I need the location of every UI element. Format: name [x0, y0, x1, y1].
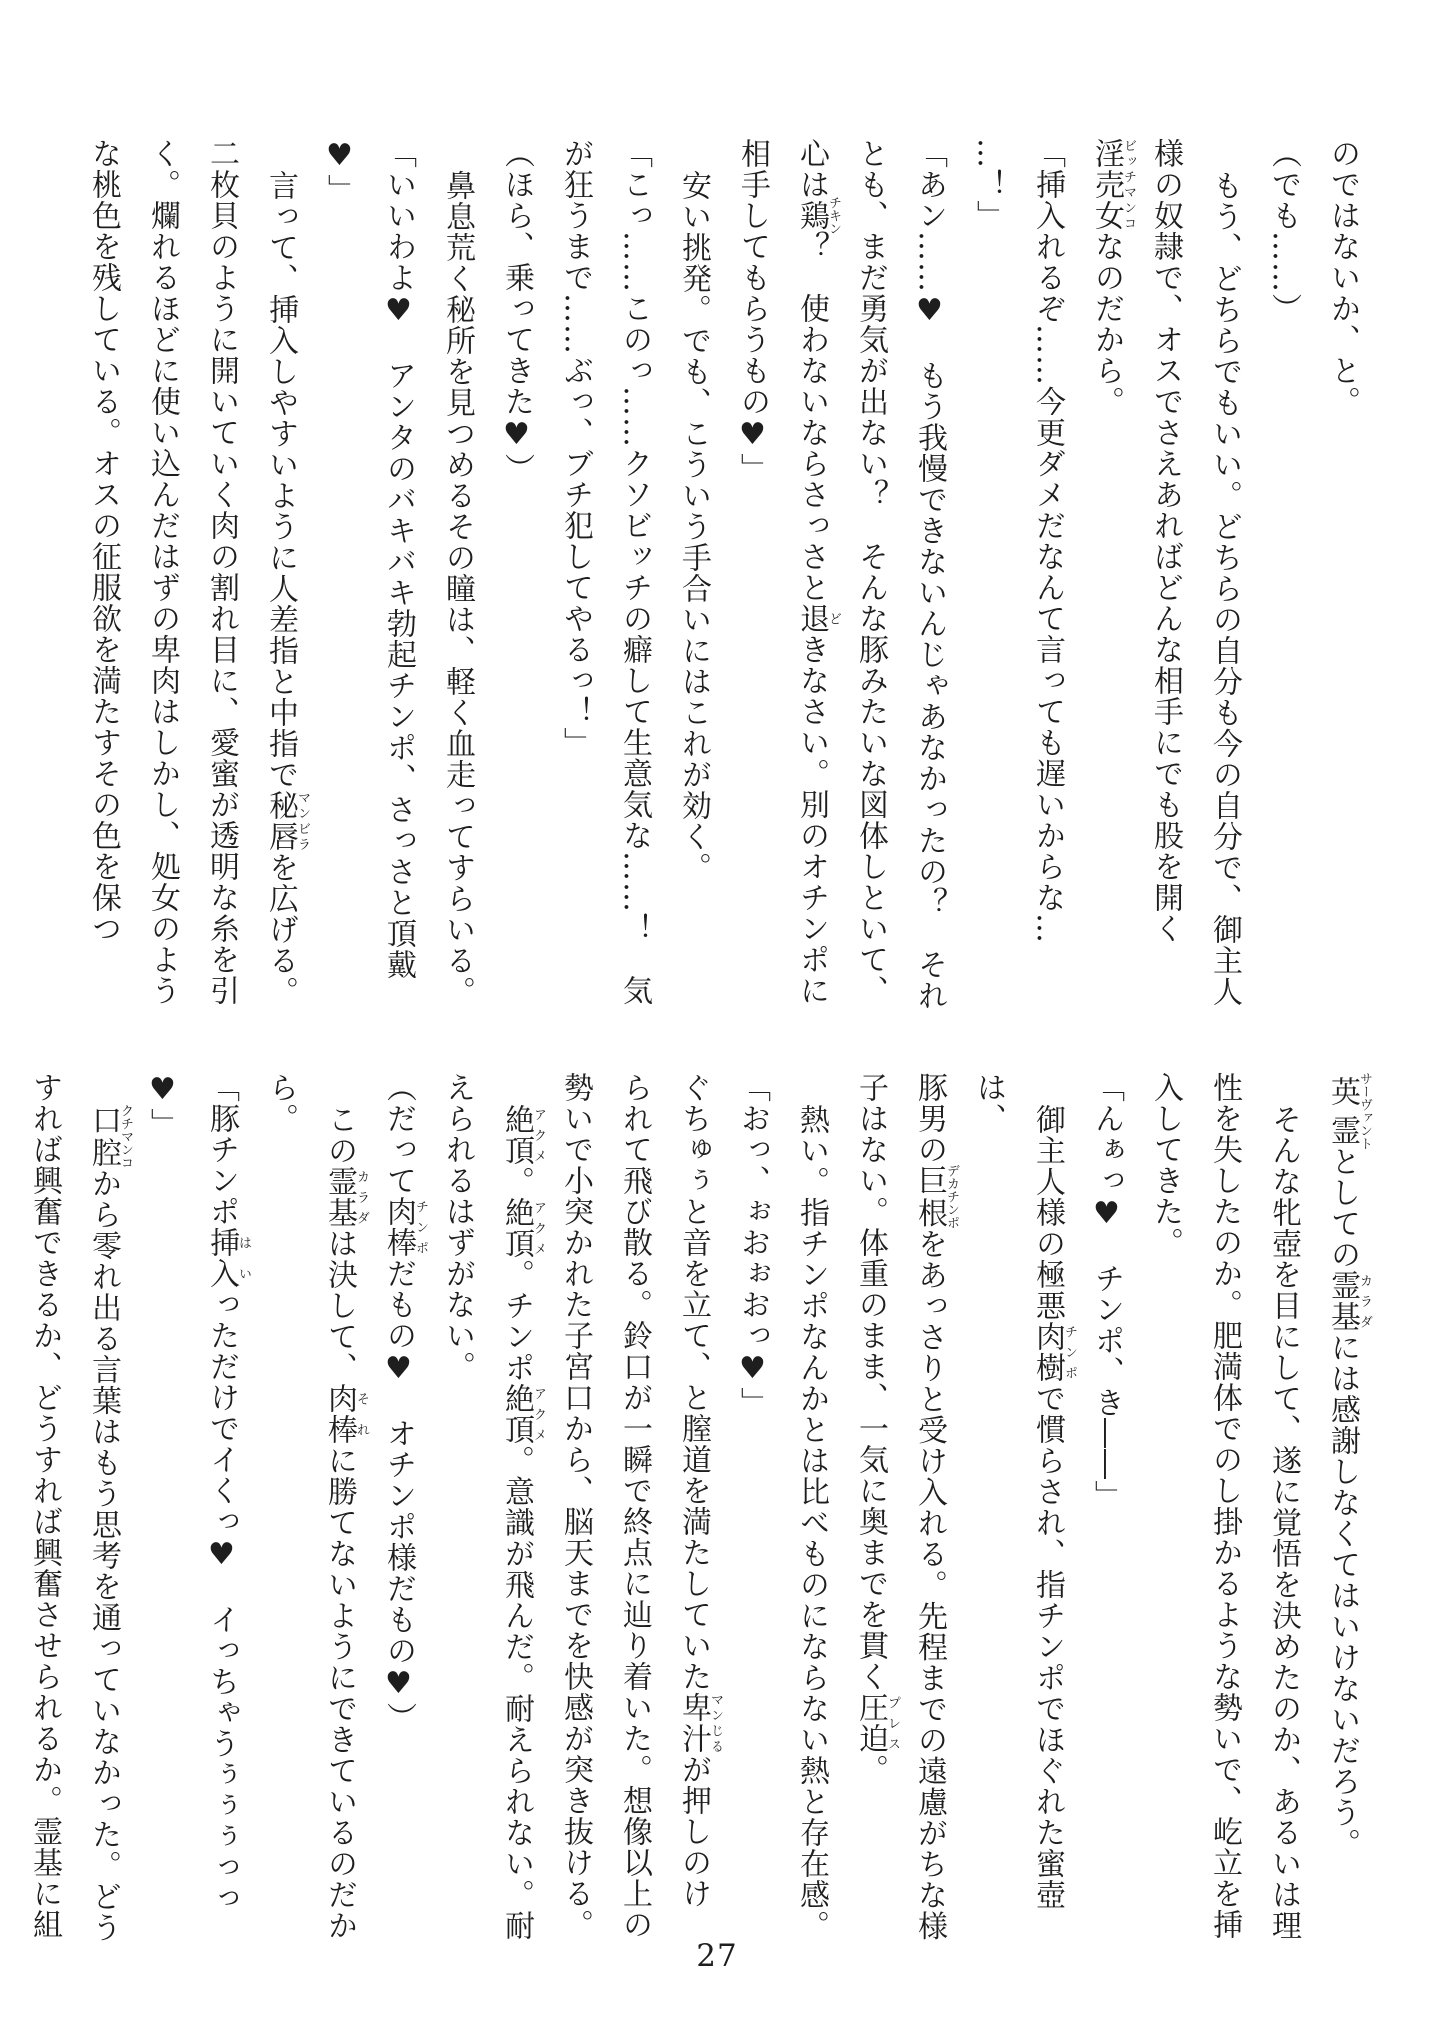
text-column: 熱い。指チンポなんかとは比べものにならない熱と存在感。 [794, 1104, 829, 1941]
text-column: 二枚貝のように開いていく肉の割れ目に、愛蜜が透明な糸を引 [204, 138, 239, 1006]
text-column: …！」 [971, 138, 1006, 231]
text-column: 「いいわよ♥ アンタのバキバキ勃起チンポ、さっさと頂戴 [381, 138, 416, 980]
text-column: 「こっ……このっ……クソビッチの癖して生意気な……！ 気 [617, 138, 652, 1006]
text-column: 鼻息荒く秘所を見つめるその瞳は、軽く血走ってすらいる。 [440, 170, 475, 1007]
text-column: この霊基カラダは決して、肉棒それに勝てないようにできているのだか [322, 1104, 369, 1941]
text-column: られて飛び散る。鈴口が一瞬で終点に辿り着いた。想像以上の [617, 1072, 652, 1940]
text-column: ♥」 [145, 1072, 180, 1139]
text-column: 淫売女ビッチマンコなのだから。 [1089, 138, 1136, 417]
text-column: そんな牝壺を目にして、遂に覚悟を決めたのか、あるいは理 [1266, 1104, 1301, 1941]
text-column: 安い挑発。でも、こういう手合いにはこれが効く。 [676, 170, 711, 883]
text-column: 子はない。体重のまま、一気に奥までを貫く圧迫プレス。 [853, 1072, 900, 1785]
text-column: 言って、挿入しやすいように人差指と中指で秘唇マンビラを広げる。 [263, 170, 310, 1007]
text-column: 「豚チンポ挿入はいっただけでイくっ♥ イっちゃうぅぅぅっっ [204, 1072, 251, 1914]
text-column: （ほら、乗ってきた♥） [499, 138, 534, 484]
text-column: 入してきた。 [1148, 1072, 1183, 1258]
text-column: （でも……） [1266, 138, 1301, 324]
text-column: ♥」 [322, 138, 357, 205]
text-column: 口腔クチマンコから零れ出る言葉はもう思考を通っていなかった。どう [86, 1104, 133, 1944]
text-column: く。爛れるほどに使い込んだはずの卑肉はしかし、処女のよう [145, 138, 180, 1006]
text-block-top [74, 138, 1372, 1018]
text-column: が狂うまで……ぶっ、ブチ犯してやるっ！」 [558, 138, 593, 758]
text-column: 英霊サーヴァントとしての霊基カラダには感謝しなくてはいけないだろう。 [1325, 1072, 1372, 1859]
text-column: 「おっ、ぉおぉおっ♥」 [735, 1072, 770, 1418]
text-column: な桃色を残している。オスの征服欲を満たすその色を保つ [86, 138, 121, 944]
text-column: 相手してもらうもの♥」 [735, 138, 770, 484]
text-block-bottom [15, 1072, 1372, 1952]
text-column: ら。 [263, 1072, 298, 1134]
text-column: もう、どちらでもいい。どちらの自分も今の自分で、御主人 [1207, 170, 1242, 1007]
text-column: のではないか、と。 [1325, 138, 1360, 417]
text-column: 「んぁっ♥ チンポ、き――」 [1089, 1072, 1124, 1511]
text-column: えられるはずがない。 [440, 1072, 475, 1382]
text-column: ぐちゅぅと音を立て、と膣道を満たしていた卑汁マンじるが押しのけ [676, 1072, 723, 1909]
text-column: 豚男の巨根デカチンポをあっさりと受け入れる。先程までの遠慮がちな様 [912, 1072, 959, 1942]
text-column: 性を失したのか。肥満体でのし掛かるような勢いで、屹立を挿 [1207, 1072, 1242, 1940]
text-column: 様の奴隷で、オスでさえあればどんな相手にでも股を開く [1148, 138, 1183, 944]
text-column: すれば興奮できるか、どうすれば興奮させられるか。霊基に組 [27, 1072, 62, 1940]
text-column: 「あン……♥ もう我慢できないんじゃあなかったの？ それ [912, 138, 947, 1011]
text-column: 絶頂アクメ。絶頂アクメ。チンポ絶頂アクメ。意識が飛んだ。耐えられない。耐 [499, 1104, 546, 1941]
text-column: 心は鶏チキン？ 使わないならさっさと退どきなさい。別のオチンポに [794, 138, 841, 1006]
text-column: 御主人様の極悪肉樹チンポで慣らされ、指チンポでほぐれた蜜壺は、 [971, 1072, 1077, 1910]
text-column: 「挿入れるぞ……今更ダメだなんて言っても遅いからな… [1030, 138, 1065, 944]
text-column: （だって肉棒チンポだもの♥ オチンポ様だもの♥） [381, 1072, 428, 1733]
text-column: とも、まだ勇気が出ない？ そんな豚みたいな図体しといて、 [853, 138, 888, 1006]
text-column: 勢いで小突かれた子宮口から、脳天までを快感が突き抜ける。 [558, 1072, 593, 1940]
page-number: 27 [696, 1938, 738, 1974]
